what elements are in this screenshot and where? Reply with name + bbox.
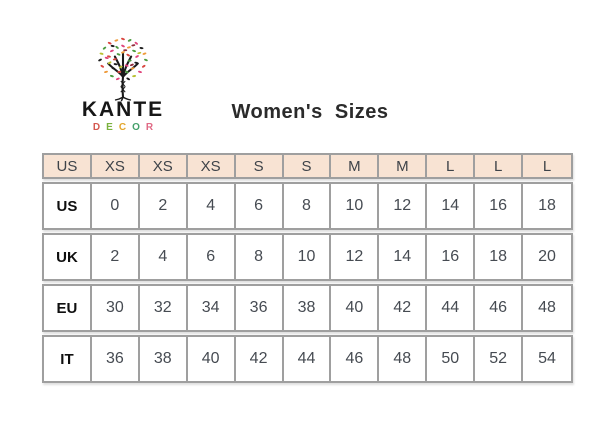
size-cell: 6: [236, 184, 284, 228]
size-cell: 8: [236, 235, 284, 279]
size-cell: 34: [188, 286, 236, 330]
size-cell: 36: [92, 337, 140, 381]
header-cell: S: [284, 155, 332, 177]
size-cell: 36: [236, 286, 284, 330]
size-cell: 10: [331, 184, 379, 228]
size-cell: 46: [331, 337, 379, 381]
size-cell: 52: [475, 337, 523, 381]
brand-letter: O: [132, 122, 146, 134]
size-cell: 16: [475, 184, 523, 228]
size-cell: 2: [92, 235, 140, 279]
row-label: IT: [44, 337, 92, 381]
size-cell: 30: [92, 286, 140, 330]
header-cell: XS: [140, 155, 188, 177]
size-cell: 8: [284, 184, 332, 228]
size-cell: 14: [427, 184, 475, 228]
brand-letter: D: [92, 122, 107, 134]
size-cell: 44: [427, 286, 475, 330]
size-cell: 12: [379, 184, 427, 228]
size-cell: 4: [188, 184, 236, 228]
row-label: UK: [44, 235, 92, 279]
header-cell: M: [379, 155, 427, 177]
size-cell: 50: [427, 337, 475, 381]
size-header-row: [42, 153, 573, 179]
size-cell: 38: [140, 337, 188, 381]
header-cell: XS: [188, 155, 236, 177]
size-row-uk: [42, 233, 573, 281]
size-cell: 32: [140, 286, 188, 330]
size-cell: 10: [284, 235, 332, 279]
row-label: US: [44, 184, 92, 228]
brand-letter: E: [106, 122, 119, 134]
header-cell: L: [542, 157, 552, 175]
size-cell: 48: [379, 337, 427, 381]
header-cell: XS: [92, 155, 140, 177]
size-cell: 48: [538, 299, 556, 316]
kante-tree-logo: [86, 32, 160, 102]
size-cell: 46: [475, 286, 523, 330]
size-cell: 2: [140, 184, 188, 228]
row-label: EU: [44, 286, 92, 330]
size-row-us: [42, 182, 573, 230]
size-cell: 40: [188, 337, 236, 381]
size-cell: 16: [427, 235, 475, 279]
size-cell: 54: [538, 350, 556, 367]
brand-letter: C: [118, 122, 133, 134]
size-cell: 44: [284, 337, 332, 381]
size-cell: 6: [188, 235, 236, 279]
header-cell: L: [475, 155, 523, 177]
size-cell: 20: [538, 248, 556, 265]
header-cell: L: [427, 155, 475, 177]
size-cell: 18: [538, 197, 556, 214]
size-row-eu: [42, 284, 573, 332]
size-cell: 18: [475, 235, 523, 279]
size-cell: 40: [331, 286, 379, 330]
brand-name: KANTE: [81, 98, 165, 121]
size-cell: 0: [92, 184, 140, 228]
header-cell: M: [331, 155, 379, 177]
header-cell: S: [236, 155, 284, 177]
size-cell: 4: [140, 235, 188, 279]
size-cell: 12: [331, 235, 379, 279]
size-cell: 38: [284, 286, 332, 330]
size-row-it: [42, 335, 573, 383]
brand-letter: R: [145, 122, 160, 134]
size-cell: 14: [379, 235, 427, 279]
header-cell: US: [44, 155, 92, 177]
size-conversion-table: [42, 153, 573, 383]
size-cell: 42: [379, 286, 427, 330]
page-title: Women's Sizes: [231, 101, 389, 123]
size-cell: 42: [236, 337, 284, 381]
brand-subtitle: [64, 123, 182, 133]
